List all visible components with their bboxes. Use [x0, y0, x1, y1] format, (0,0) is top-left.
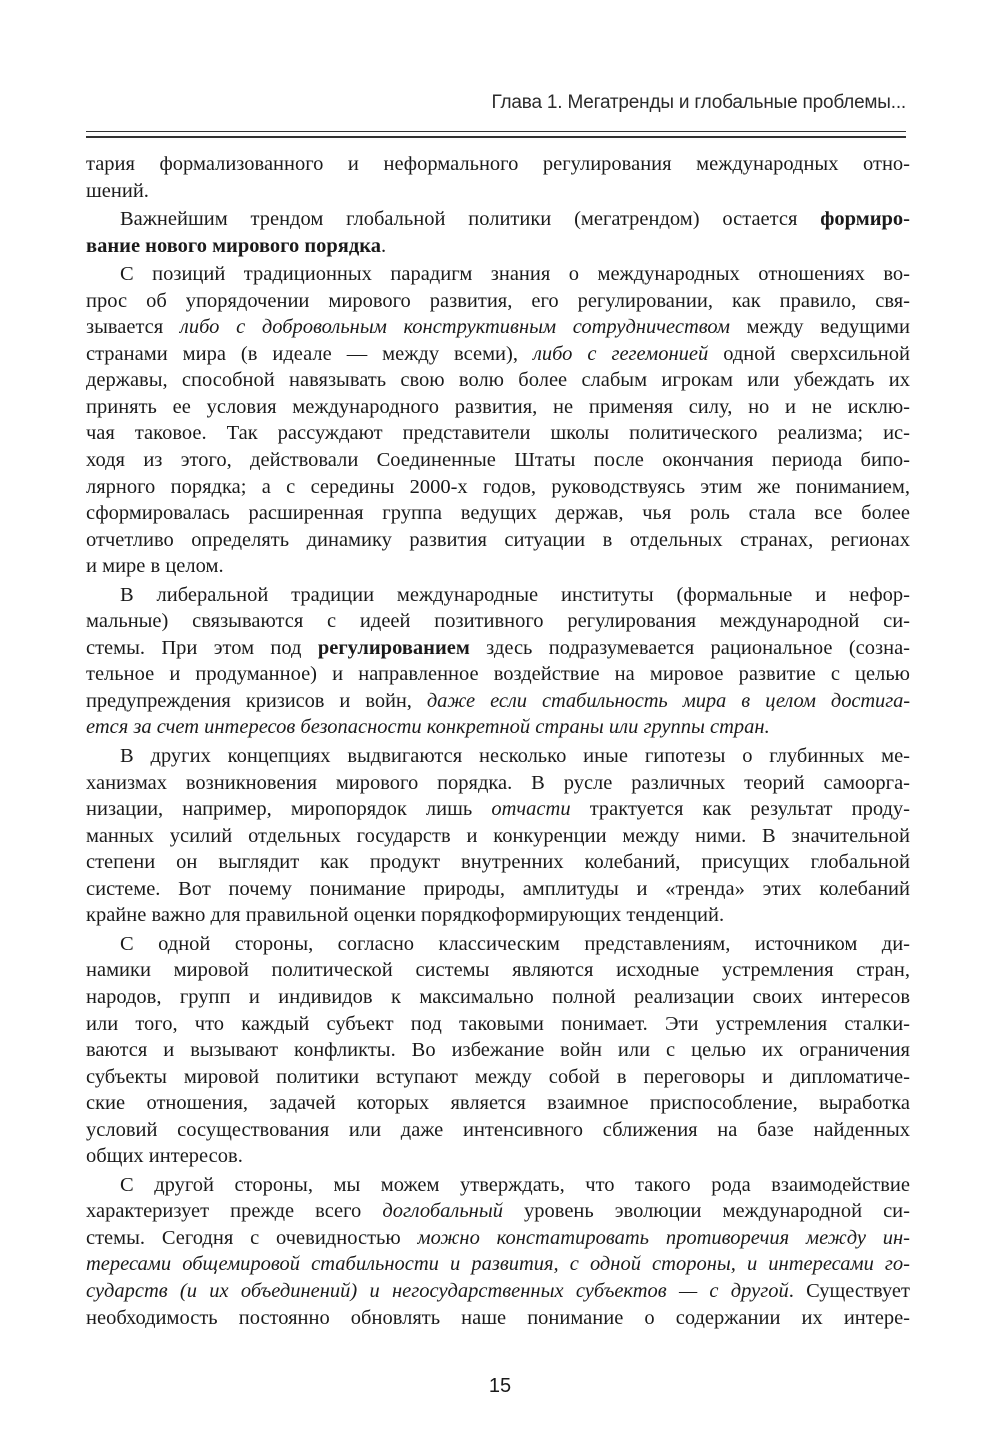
bold-text: регулированием	[317, 636, 470, 659]
text-run: В либеральной традиции международные институты (формальные и нефор-	[120, 583, 910, 606]
text-line	[86, 553, 910, 580]
text-run: . Существует	[788, 1279, 910, 1302]
text-run: низации, например, миропорядок лишь	[86, 798, 492, 821]
text-line	[86, 527, 910, 554]
text-line	[86, 714, 910, 741]
text-run: трактуется как результат проду-	[570, 798, 910, 821]
text-line	[86, 902, 910, 929]
text-run: манных усилий отдельных государств и конкуренции между ними. В значительной	[86, 824, 910, 847]
text-line	[86, 288, 910, 315]
text-run: общих интересов.	[86, 1145, 243, 1168]
text-run: характеризует прежде всего	[86, 1200, 383, 1223]
text-line	[86, 823, 910, 850]
italic-text: отчасти	[491, 798, 571, 821]
text-line	[86, 1251, 910, 1278]
text-run: субъекты мировой политики вступают между собой в переговоры и дипломатиче-	[86, 1065, 910, 1088]
text-run: чая таковое. Так рассуждают представители школы политического реализма; ис-	[86, 422, 910, 445]
italic-text: ется за счет интересов безопасности конкретной страны или группы стран.	[86, 716, 770, 739]
italic-text: тересами общемировой стабильности и развития, с одной стороны, и интересами го-	[86, 1253, 910, 1276]
text-run: намики мировой политической системы являются исходные устремления стран,	[86, 959, 910, 982]
text-line	[86, 796, 910, 823]
bold-text: вание нового мирового порядка	[86, 234, 382, 257]
italic-text: даже если стабильность мира в целом достига-	[426, 689, 910, 712]
text-run: .	[381, 234, 387, 257]
text-run: зывается	[86, 316, 180, 339]
text-line	[86, 984, 910, 1011]
text-line	[86, 233, 910, 260]
text-run: странами мира (в идеале — между всеми),	[86, 342, 533, 365]
text-line	[86, 367, 910, 394]
text-run: степени он выглядит как продукт внутренних колебаний, присущих глобальной	[86, 851, 910, 874]
text-line	[86, 1090, 910, 1117]
text-run: С позиций традиционных парадигм знания о международных отношениях во-	[120, 263, 910, 286]
text-run: стемы. При этом под	[86, 636, 318, 659]
text-run: крайне важно для правильной оценки порядкоформирующих тенденций.	[86, 904, 725, 927]
text-line	[86, 849, 910, 876]
text-line	[86, 608, 910, 635]
text-run: необходимость постоянно обновлять наше понимание о содержании их интере-	[86, 1306, 910, 1329]
header-rule-thick	[86, 136, 906, 138]
bold-text: формиро-	[820, 208, 910, 231]
text-line	[86, 688, 910, 715]
text-run: сформировалась расширенная группа ведущих держав, чья роль стала все более	[86, 502, 910, 525]
text-line	[86, 341, 910, 368]
text-run: В других концепциях выдвигаются несколько иные гипотезы о глубинных ме-	[120, 745, 910, 768]
text-line	[86, 1143, 910, 1170]
text-run: и мире в целом.	[86, 555, 224, 578]
italic-text: либо с гегемонией	[532, 342, 709, 365]
text-run: условий сосуществования или даже интенсивного сближения на базе найденных	[86, 1118, 910, 1141]
text-line	[86, 447, 910, 474]
text-run: принять ее условия международного развития, не применяя силу, но и не исклю-	[86, 395, 910, 418]
text-run: ваются и вызывают конфликты. Во избежание войн или с целью их ограничения	[86, 1039, 910, 1062]
text-line	[86, 1117, 910, 1144]
text-run: уровень эволюции международной си-	[502, 1200, 910, 1223]
text-run: одной сверхсильной	[708, 342, 910, 365]
header-rule-thin	[86, 131, 906, 132]
text-line	[86, 178, 910, 205]
text-line	[86, 394, 910, 421]
text-line	[86, 206, 910, 233]
text-line	[86, 957, 910, 984]
text-run: или того, что каждый субъект под таковыми понимает. Эти устремления сталки-	[86, 1012, 910, 1035]
text-run: С одной стороны, согласно классическим представлениям, источником ди-	[120, 932, 910, 955]
text-run: шений.	[86, 179, 149, 202]
text-line	[86, 931, 910, 958]
text-line	[86, 474, 910, 501]
text-run: здесь подразумевается рациональное (созна-	[469, 636, 910, 659]
text-run: системе. Вот почему понимание природы, амплитуды и «тренда» этих колебаний	[86, 877, 910, 900]
italic-text: либо с добровольным конструктивным сотрудничеством	[179, 316, 730, 339]
running-head: Глава 1. Мегатренды и глобальные проблемы...	[491, 92, 906, 113]
text-line	[86, 314, 910, 341]
text-line	[86, 1037, 910, 1064]
text-run: Важнейшим трендом глобальной политики (мегатрендом) остается	[120, 208, 821, 231]
text-line	[86, 1198, 910, 1225]
text-run: прос об упорядочении мирового развития, его регулировании, как правило, свя-	[86, 289, 910, 312]
text-line	[86, 770, 910, 797]
text-line	[86, 743, 910, 770]
text-line	[86, 151, 910, 178]
italic-text: сударств (и их объединений) и негосударственных субъектов — с другой	[86, 1279, 789, 1302]
text-line	[86, 261, 910, 288]
text-run: державы, способной навязывать свою волю более слабым игрокам или убеждать их	[86, 369, 910, 392]
text-line	[86, 582, 910, 609]
italic-text: доглобальный	[382, 1200, 503, 1223]
text-run: С другой стороны, мы можем утверждать, что такого рода взаимодействие	[120, 1173, 910, 1196]
page-number: 15	[488, 1375, 512, 1397]
text-run: ханизмах возникновения мирового порядка. В русле различных теорий самоорга-	[86, 771, 910, 794]
text-run: отчетливо определять динамику развития ситуации в отдельных странах, регионах	[86, 528, 910, 551]
text-line	[86, 420, 910, 447]
text-line	[86, 1225, 910, 1252]
text-run: лярного порядка; а с середины 2000-х годов, руководствуясь этим же пониманием,	[86, 475, 910, 498]
text-line	[86, 1011, 910, 1038]
text-run: тария формализованного и неформального регулирования международных отно-	[86, 153, 910, 175]
text-line	[86, 1172, 910, 1199]
text-run: ходя из этого, действовали Соединенные Штаты после окончания периода бипо-	[86, 449, 910, 472]
text-run: ские отношения, задачей которых является взаимное приспособление, выработка	[86, 1092, 910, 1115]
text-line	[86, 635, 910, 662]
text-run: тельное и продуманное) и направленное воздействие на мировое развитие с целью	[86, 663, 910, 686]
text-line	[86, 661, 910, 688]
italic-text: можно констатировать противоречия между ин-	[417, 1226, 910, 1249]
text-run: народов, групп и индивидов к максимально полной реализации своих интересов	[86, 985, 910, 1008]
text-run: стемы. Сегодня с очевидностью	[86, 1226, 418, 1249]
text-run: мальные) связываются с идеей позитивного регулирования международной си-	[86, 610, 910, 633]
text-line	[86, 1305, 910, 1332]
text-line	[86, 876, 910, 903]
text-line	[86, 1064, 910, 1091]
body-text	[86, 151, 910, 1331]
text-line	[86, 1278, 910, 1305]
text-run: между ведущими	[729, 316, 910, 339]
text-run: предупреждения кризисов и войн,	[86, 689, 427, 712]
text-line	[86, 500, 910, 527]
